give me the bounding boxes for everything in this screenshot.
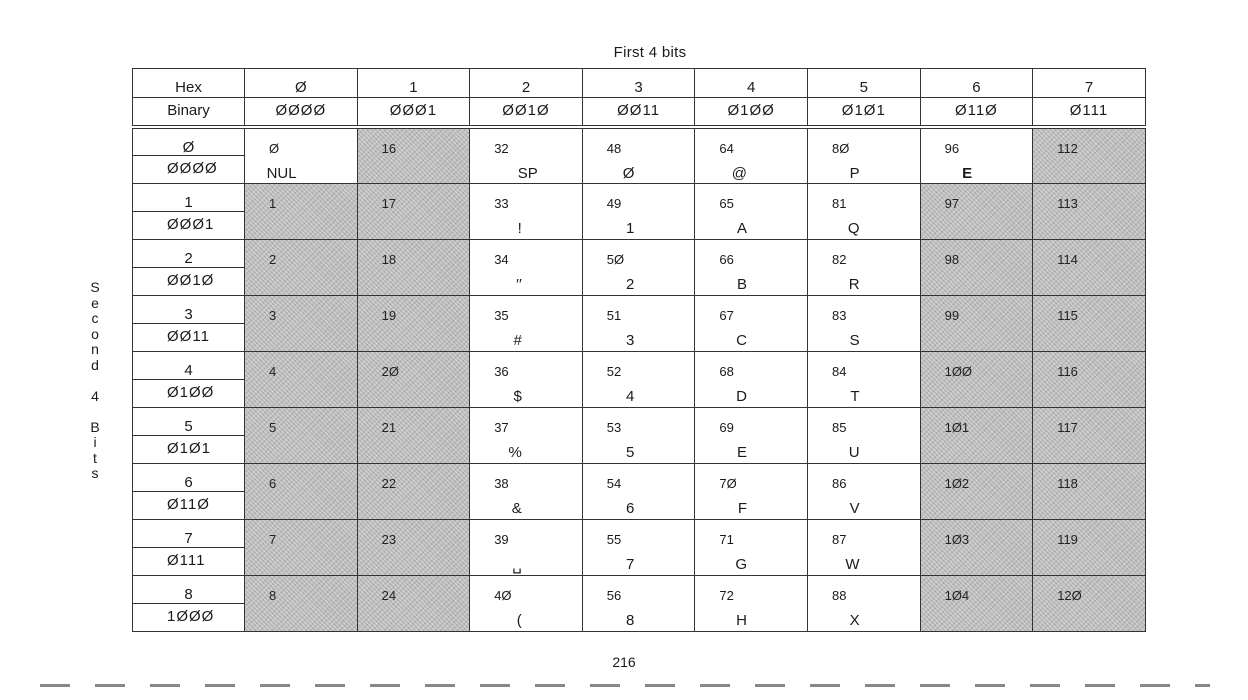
code-cell (358, 128, 471, 184)
decimal-code: 23 (381, 532, 397, 547)
character-glyph: Q (847, 220, 860, 237)
character-glyph: # (513, 332, 522, 349)
character-glyph: S (849, 332, 860, 349)
decimal-code: 2 (269, 252, 277, 267)
decimal-code: 3 (269, 308, 277, 323)
decimal-code: 51 (606, 308, 622, 323)
code-cell (583, 296, 696, 352)
code-cell (1033, 240, 1146, 296)
decimal-code: 8Ø (832, 141, 850, 156)
side-label-char: o (91, 325, 99, 342)
character-glyph: & (511, 500, 522, 517)
binary-header-label: Binary (132, 98, 245, 126)
decimal-code: 1Ø3 (944, 532, 970, 547)
code-cell (808, 408, 921, 464)
decimal-code: 22 (381, 476, 397, 491)
side-label-char: c (91, 310, 99, 326)
decimal-code: 71 (719, 532, 734, 547)
column-hex-header: 4 (695, 68, 808, 98)
code-cell (358, 520, 471, 576)
decimal-code: 35 (494, 308, 509, 323)
code-cell (921, 352, 1034, 408)
decimal-code: 118 (1057, 476, 1078, 491)
character-glyph: H (736, 612, 747, 629)
code-cell (470, 408, 583, 464)
code-cell (1033, 408, 1146, 464)
decimal-code: 68 (719, 364, 734, 379)
decimal-code: 8 (269, 588, 277, 603)
code-cell (695, 408, 808, 464)
character-glyph: P (849, 165, 860, 182)
character-glyph: Ø (622, 165, 635, 182)
character-glyph: $ (513, 388, 522, 405)
side-label-char: i (93, 434, 97, 450)
code-cell (358, 184, 471, 240)
code-cell (921, 296, 1034, 352)
code-cell (470, 296, 583, 352)
code-cell (695, 576, 808, 632)
footer-dashes (40, 684, 1210, 687)
row-binary-header: Ø111 (132, 548, 245, 576)
decimal-code: 117 (1057, 420, 1078, 435)
decimal-code: 83 (832, 308, 847, 323)
character-glyph: 6 (626, 500, 635, 517)
row-hex-header: 8 (132, 576, 245, 604)
character-glyph: G (735, 556, 747, 573)
decimal-code: 56 (606, 588, 622, 603)
character-glyph: SP (517, 165, 538, 182)
decimal-code: 72 (719, 588, 734, 603)
code-cell (583, 408, 696, 464)
decimal-code: 2Ø (381, 364, 399, 379)
decimal-code: 5 (269, 420, 277, 435)
decimal-code: 53 (606, 420, 622, 435)
decimal-code: 39 (494, 532, 509, 547)
code-cell (470, 576, 583, 632)
code-cell (470, 240, 583, 296)
character-glyph: @ (731, 165, 747, 182)
decimal-code: 87 (832, 532, 847, 547)
row-binary-header: Ø11Ø (132, 492, 245, 520)
character-glyph: E (736, 444, 747, 461)
column-hex-header: 2 (470, 68, 583, 98)
character-glyph: ! (517, 220, 522, 237)
column-hex-header: 1 (358, 68, 471, 98)
code-cell (245, 576, 358, 632)
decimal-code: 12Ø (1057, 588, 1082, 603)
decimal-code: 38 (494, 476, 509, 491)
code-cell (245, 296, 358, 352)
side-label-char (88, 373, 102, 389)
decimal-code: 82 (832, 252, 847, 267)
decimal-code: 86 (832, 476, 847, 491)
character-glyph: 4 (626, 388, 635, 405)
code-cell (808, 240, 921, 296)
character-glyph: R (848, 276, 860, 293)
decimal-code: 1Ø1 (944, 420, 970, 435)
side-label-char (88, 404, 102, 420)
code-cell (470, 464, 583, 520)
code-cell (1033, 352, 1146, 408)
code-cell (695, 352, 808, 408)
side-label-char: B (90, 418, 100, 435)
code-cell (921, 576, 1034, 632)
decimal-code: 119 (1057, 532, 1078, 547)
character-glyph: D (736, 388, 747, 405)
character-glyph: 3 (626, 332, 635, 349)
code-cell (1033, 520, 1146, 576)
code-cell (808, 576, 921, 632)
decimal-code: 37 (494, 420, 509, 435)
decimal-code: 49 (606, 196, 622, 211)
decimal-code: 65 (719, 196, 734, 211)
code-cell (695, 184, 808, 240)
decimal-code: 113 (1057, 196, 1078, 211)
decimal-code: 36 (494, 364, 509, 379)
column-binary-header: Ø111 (1033, 98, 1146, 126)
decimal-code: 115 (1057, 308, 1078, 323)
character-glyph: E (962, 165, 973, 182)
decimal-code: 1ØØ (944, 364, 973, 379)
code-cell (695, 240, 808, 296)
decimal-code: 69 (719, 420, 734, 435)
decimal-code: 85 (832, 420, 847, 435)
character-glyph: % (508, 444, 522, 461)
decimal-code: 99 (944, 308, 960, 323)
decimal-code: 97 (944, 196, 960, 211)
decimal-code: 112 (1057, 141, 1078, 156)
code-cell (808, 184, 921, 240)
code-cell (695, 520, 808, 576)
column-binary-header: Ø1Ø1 (808, 98, 921, 126)
decimal-code: 55 (606, 532, 622, 547)
decimal-code: 66 (719, 252, 734, 267)
decimal-code: 1 (269, 196, 277, 211)
code-cell (470, 520, 583, 576)
character-glyph: X (849, 612, 860, 629)
decimal-code: 19 (381, 308, 397, 323)
row-binary-header: ØØ1Ø (132, 268, 245, 296)
decimal-code: 116 (1057, 364, 1078, 379)
code-cell (583, 576, 696, 632)
code-cell (245, 240, 358, 296)
code-cell (1033, 296, 1146, 352)
column-binary-header: ØØ1Ø (470, 98, 583, 126)
code-cell (470, 128, 583, 184)
decimal-code: 33 (494, 196, 509, 211)
decimal-code: 32 (494, 141, 509, 156)
character-glyph: 7 (626, 556, 635, 573)
code-cell (921, 240, 1034, 296)
column-hex-header: 3 (583, 68, 696, 98)
decimal-code: 4Ø (494, 588, 512, 603)
row-hex-header: Ø (132, 128, 245, 156)
character-glyph: 5 (626, 444, 635, 461)
code-cell (583, 128, 696, 184)
code-cell (245, 520, 358, 576)
code-cell (358, 408, 471, 464)
decimal-code: 52 (606, 364, 622, 379)
side-label-char: S (90, 279, 100, 295)
character-glyph: B (736, 276, 747, 293)
decimal-code: 1Ø4 (944, 588, 970, 603)
side-axis-label (88, 280, 102, 482)
decimal-code: 16 (381, 141, 397, 156)
code-cell (808, 464, 921, 520)
code-cell (695, 128, 808, 184)
row-binary-header: ØØ11 (132, 324, 245, 352)
row-hex-header: 5 (132, 408, 245, 436)
decimal-code: 24 (381, 588, 397, 603)
character-glyph: ( (516, 612, 522, 629)
page-number: 216 (612, 654, 636, 670)
decimal-code: Ø (269, 141, 280, 156)
row-hex-header: 1 (132, 184, 245, 212)
hex-header-label: Hex (132, 68, 245, 98)
code-cell (583, 184, 696, 240)
code-cell (921, 408, 1034, 464)
row-binary-header: Ø1Ø1 (132, 436, 245, 464)
code-cell (808, 296, 921, 352)
code-cell (358, 464, 471, 520)
column-hex-header: Ø (245, 68, 358, 98)
decimal-code: 7Ø (719, 476, 737, 491)
character-glyph: 1 (626, 220, 635, 237)
decimal-code: 114 (1057, 252, 1078, 267)
character-glyph: A (736, 220, 747, 237)
decimal-code: 17 (381, 196, 397, 211)
decimal-code: 18 (381, 252, 397, 267)
character-glyph: 2 (626, 276, 635, 293)
code-cell (921, 520, 1034, 576)
row-hex-header: 6 (132, 464, 245, 492)
decimal-code: 6 (269, 476, 277, 491)
decimal-code: 54 (606, 476, 622, 491)
decimal-code: 21 (381, 420, 397, 435)
character-glyph: W (845, 556, 860, 573)
column-binary-header: ØØØ1 (358, 98, 471, 126)
character-glyph: U (848, 444, 860, 461)
code-cell (1033, 464, 1146, 520)
code-cell (921, 464, 1034, 520)
character-glyph: ′′ (516, 276, 522, 293)
code-cell (1033, 576, 1146, 632)
row-binary-header: ØØØ1 (132, 212, 245, 240)
code-cell (808, 128, 921, 184)
side-label-char: 4 (91, 387, 99, 404)
character-glyph: V (849, 500, 860, 517)
character-glyph: F (737, 500, 747, 517)
side-label-char: e (91, 294, 99, 311)
code-cell (921, 184, 1034, 240)
decimal-code: 4 (269, 364, 277, 379)
code-cell (695, 296, 808, 352)
code-cell (358, 576, 471, 632)
code-cell (583, 240, 696, 296)
code-cell (245, 408, 358, 464)
side-label-char: s (91, 465, 99, 481)
row-binary-header: 1ØØØ (132, 604, 245, 632)
code-cell (358, 240, 471, 296)
side-label-char: t (93, 449, 97, 466)
code-cell (808, 520, 921, 576)
decimal-code: 67 (719, 308, 734, 323)
decimal-code: 98 (944, 252, 960, 267)
code-cell (245, 128, 358, 184)
decimal-code: 88 (832, 588, 847, 603)
code-cell (583, 464, 696, 520)
code-cell (358, 296, 471, 352)
code-cell (583, 352, 696, 408)
character-glyph: 8 (626, 612, 635, 629)
character-glyph: ␣ (512, 557, 522, 574)
code-cell (695, 464, 808, 520)
code-cell (921, 128, 1034, 184)
decimal-code: 5Ø (606, 252, 625, 267)
row-hex-header: 7 (132, 520, 245, 548)
row-hex-header: 2 (132, 240, 245, 268)
column-hex-header: 6 (921, 68, 1034, 98)
row-binary-header: ØØØØ (132, 156, 245, 184)
column-hex-header: 7 (1033, 68, 1146, 98)
row-hex-header: 3 (132, 296, 245, 324)
character-glyph: C (736, 332, 747, 349)
table-title: First 4 bits (613, 44, 687, 61)
code-cell (583, 520, 696, 576)
code-cell (245, 184, 358, 240)
code-cell (470, 352, 583, 408)
side-label-char: n (91, 341, 99, 357)
code-cell (245, 464, 358, 520)
side-label-char: d (91, 356, 99, 373)
code-cell (358, 352, 471, 408)
code-cell (245, 352, 358, 408)
decimal-code: 64 (719, 141, 734, 156)
code-cell (1033, 184, 1146, 240)
decimal-code: 84 (832, 364, 847, 379)
decimal-code: 1Ø2 (944, 476, 970, 491)
decimal-code: 81 (832, 196, 847, 211)
character-glyph: T (850, 388, 860, 405)
column-hex-header: 5 (808, 68, 921, 98)
column-binary-header: ØØ11 (583, 98, 696, 126)
column-binary-header: Ø1ØØ (695, 98, 808, 126)
decimal-code: 7 (269, 532, 277, 547)
code-cell (1033, 128, 1146, 184)
decimal-code: 96 (944, 141, 960, 156)
character-glyph: NUL (266, 165, 297, 182)
column-binary-header: ØØØØ (245, 98, 358, 126)
row-binary-header: Ø1ØØ (132, 380, 245, 408)
decimal-code: 34 (494, 252, 509, 267)
decimal-code: 48 (606, 141, 622, 156)
code-cell (808, 352, 921, 408)
column-binary-header: Ø11Ø (921, 98, 1034, 126)
row-hex-header: 4 (132, 352, 245, 380)
code-cell (470, 184, 583, 240)
